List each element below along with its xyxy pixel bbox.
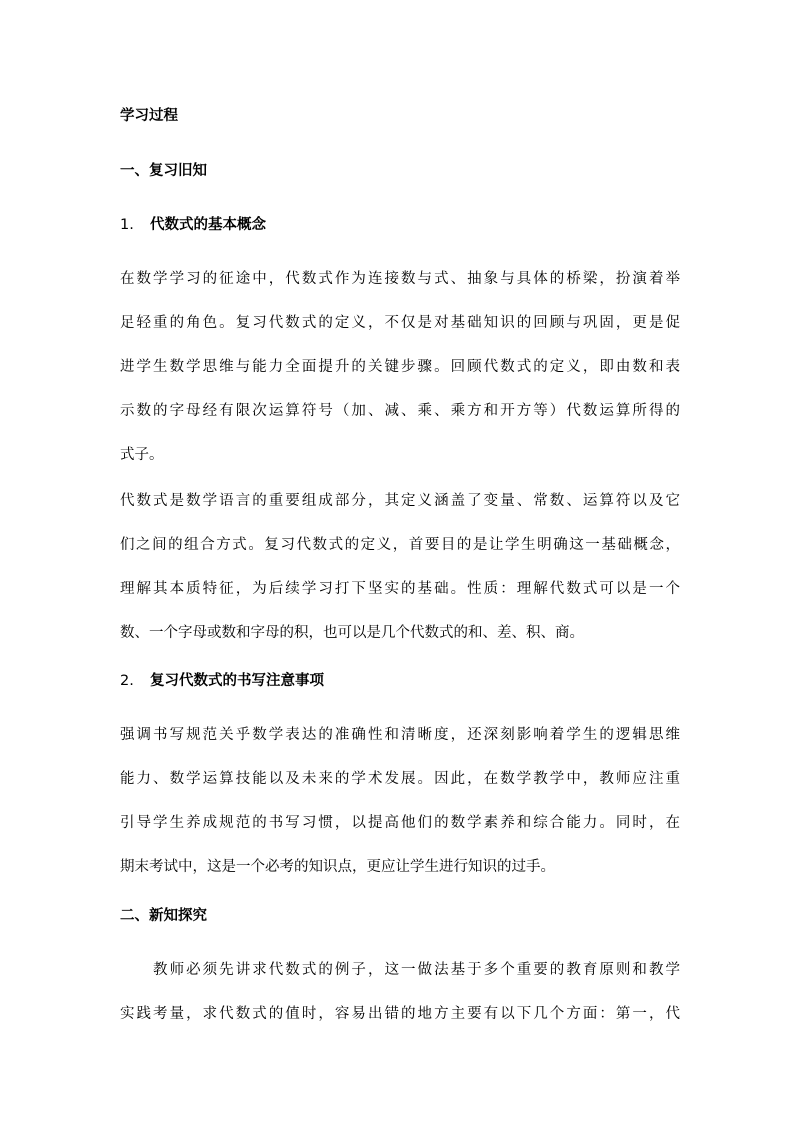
paragraph-line: 式子。: [120, 447, 164, 463]
paragraph-definition: [120, 270, 680, 464]
paragraph-properties: [120, 492, 680, 642]
paragraph-line: 实践考量，求代数式的值时，容易出错的地方主要有以下几个方面：第一，代: [120, 1006, 680, 1022]
paragraph-line: 期末考试中，这是一个必考的知识点，更应让学生进行知识的过手。: [120, 859, 555, 875]
paragraph-line: 强调书写规范关乎数学表达的准确性和清晰度，还深刻影响着学生的逻辑思维: [120, 727, 680, 743]
section-heading-new-knowledge: 二、新知探究: [120, 908, 207, 924]
subheading-number: 1.: [120, 217, 134, 233]
paragraph-line: 示数的字母经有限次运算符号（加、减、乘、乘方和开方等）代数运算所得的: [120, 403, 680, 419]
paragraph-line: 能力、数学运算技能以及未来的学术发展。因此，在数学教学中，教师应注重: [120, 771, 680, 787]
paragraph-line: 引导学生养成规范的书写习惯，以提高他们的数学素养和综合能力。同时，在: [120, 815, 680, 831]
subheading-text: 复习代数式的书写注意事项: [150, 673, 324, 689]
paragraph-writing-standards: [120, 726, 680, 876]
document-title: 学习过程: [120, 108, 178, 124]
paragraph-line: 代数式是数学语言的重要组成部分，其定义涵盖了变量、常数、运算符以及它: [120, 493, 680, 509]
section-heading-review: 一、复习旧知: [120, 163, 207, 179]
subheading-algebraic-concept: [120, 216, 680, 234]
paragraph-line: 足轻重的角色。复习代数式的定义，不仅是对基础知识的回顾与巩固，更是促: [120, 315, 680, 331]
paragraph-line: 在数学学习的征途中，代数式作为连接数与式、抽象与具体的桥梁，扮演着举: [120, 271, 680, 287]
paragraph-line: 理解其本质特征，为后续学习打下坚实的基础。性质：理解代数式可以是一个: [120, 581, 680, 597]
paragraph-new-knowledge: [120, 961, 680, 1023]
subheading-number: 2.: [120, 673, 134, 689]
paragraph-line: 数、一个字母或数和字母的积，也可以是几个代数式的和、差、积、商。: [120, 625, 584, 641]
paragraph-line: 教师必须先讲求代数式的例子，这一做法基于多个重要的教育原则和教学: [120, 962, 680, 978]
subheading-text: 代数式的基本概念: [150, 217, 266, 233]
paragraph-line: 进学生数学思维与能力全面提升的关键步骤。回顾代数式的定义，即由数和表: [120, 359, 680, 375]
paragraph-line: 们之间的组合方式。复习代数式的定义，首要目的是让学生明确这一基础概念，: [120, 537, 680, 553]
subheading-writing-notes: [120, 672, 680, 690]
